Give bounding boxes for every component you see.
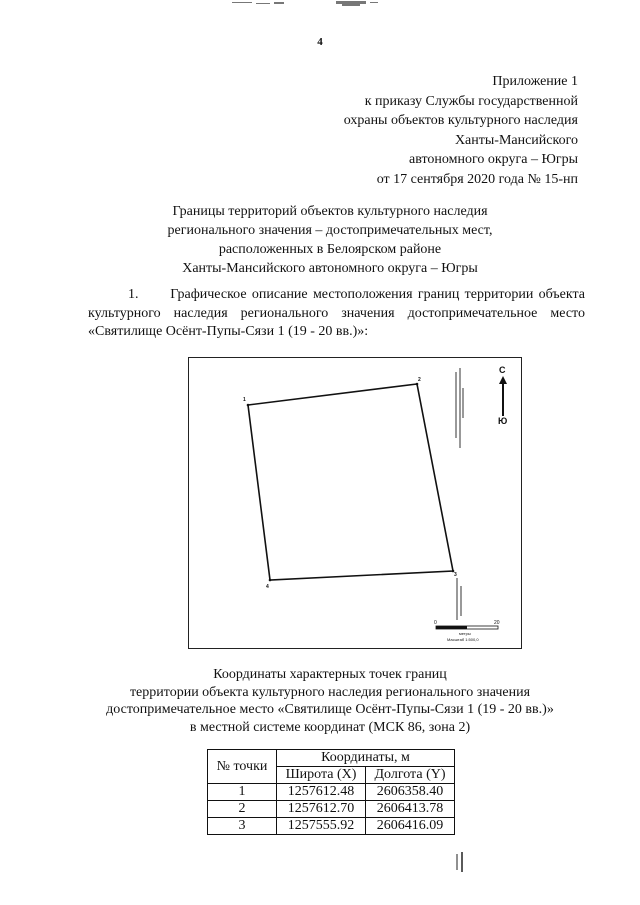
- title-line: Границы территорий объектов культурного наследия: [172, 204, 488, 219]
- scan-edge-mark: [454, 852, 466, 872]
- point-label-1: 1: [243, 397, 246, 403]
- appendix-header: [278, 72, 578, 189]
- cell-y: 2606358.40: [366, 784, 455, 801]
- title-line: расположенных в Белоярском районе: [218, 242, 442, 257]
- header-coords: Координаты, м: [277, 750, 455, 767]
- cell-point: 3: [208, 818, 277, 835]
- appendix-line: Ханты-Мансийского: [454, 132, 578, 148]
- cell-point: 1: [208, 784, 277, 801]
- table-row: [208, 801, 455, 818]
- page-number: 4: [317, 36, 323, 48]
- title-line: Ханты-Мансийского автономного округа – Югры: [182, 261, 478, 276]
- north-arrow-icon: [499, 376, 507, 416]
- scale-ratio: Масштаб 1:500,0: [447, 637, 479, 642]
- coord-title-line: территории объекта культурного наследия регионального значения: [129, 684, 531, 700]
- coord-title-line: Координаты характерных точек границ: [213, 667, 447, 682]
- boundary-polygon: [248, 384, 453, 580]
- boundary-map: [188, 357, 522, 649]
- scale-bar: [436, 626, 498, 629]
- scan-artifact-lines: [456, 368, 463, 620]
- cell-x: 1257612.48: [277, 784, 366, 801]
- cell-y: 2606416.09: [366, 818, 455, 835]
- appendix-line: охраны объектов культурного наследия: [343, 113, 578, 128]
- north-label: С: [499, 365, 506, 375]
- title-line: регионального значения – достопримечательных мест,: [167, 223, 493, 238]
- point-label-3: 3: [454, 572, 457, 578]
- coord-title-line: достопримечательное место «Святилище Осёнт-Пупы-Сязи 1 (19 - 20 вв.)»: [106, 702, 554, 717]
- header-point: № точки: [208, 750, 277, 784]
- scale-unit: метры: [459, 631, 471, 636]
- table-row: [208, 784, 455, 801]
- cell-x: 1257612.70: [277, 801, 366, 818]
- point-label-2: 2: [418, 377, 421, 383]
- scan-noise: [230, 0, 390, 10]
- appendix-line: от 17 сентября 2020 года № 15-нп: [376, 171, 578, 187]
- document-title: [90, 202, 570, 278]
- header-lat: Широта (X): [277, 767, 366, 784]
- coordinates-title: [80, 666, 580, 736]
- coordinates-table: [207, 749, 455, 835]
- table-row: [208, 818, 455, 835]
- cell-point: 2: [208, 801, 277, 818]
- section-1-paragraph: 1. Графическое описание местоположения границ территории объекта культурного наследия регионального значения достопримечательное место «Святилище Осёнт-Пупы-Сязи 1 (19 - 20 вв.)»:: [88, 287, 585, 339]
- appendix-line: автономного округа – Югры: [409, 152, 578, 167]
- appendix-line: Приложение 1: [492, 74, 578, 89]
- appendix-line: к приказу Службы государственной: [364, 93, 578, 109]
- point-label-4: 4: [266, 584, 269, 590]
- south-label: Ю: [498, 416, 508, 426]
- cell-y: 2606413.78: [366, 801, 455, 818]
- scale-start: 0: [434, 620, 437, 626]
- coord-title-line: в местной системе координат (МСК 86, зона 2): [189, 719, 471, 735]
- scale-end: 20: [494, 620, 500, 626]
- cell-x: 1257555.92: [277, 818, 366, 835]
- header-lon: Долгота (Y): [366, 767, 455, 784]
